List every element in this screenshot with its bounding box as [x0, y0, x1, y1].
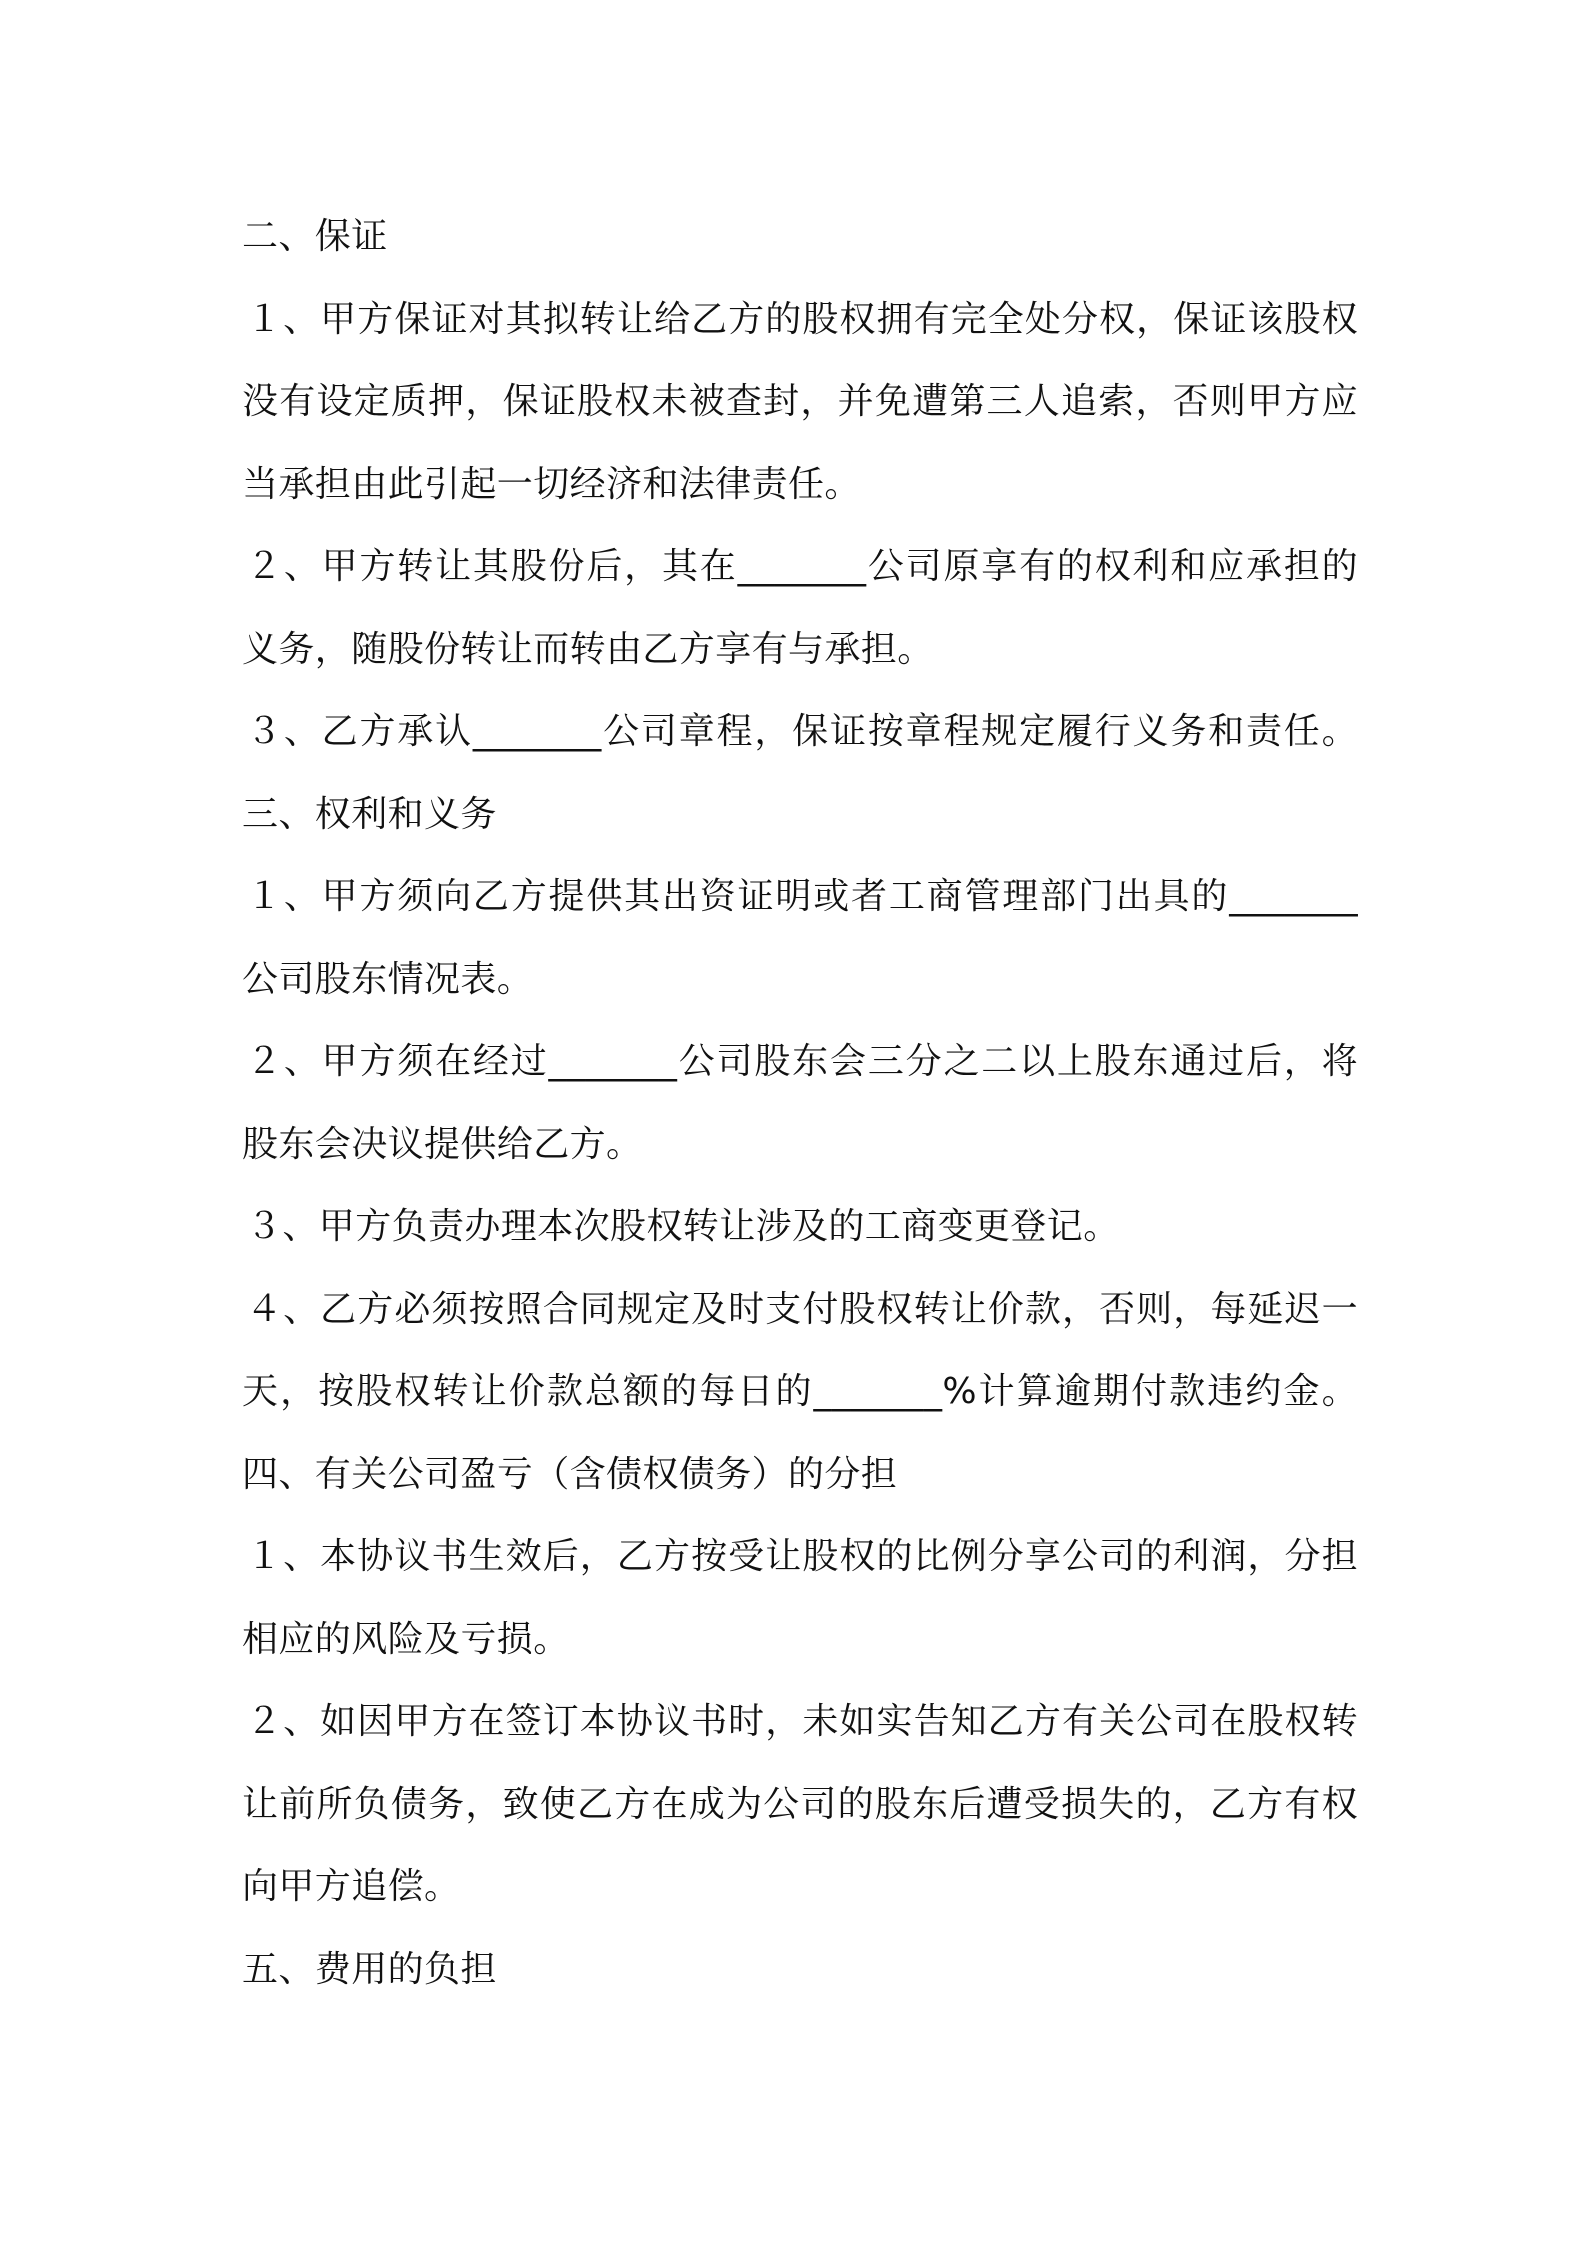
- clause-line: 公司股东情况表。: [242, 958, 534, 1000]
- clause-line: 当承担由此引起一切经济和法律责任。: [242, 463, 861, 505]
- contract-text: [242, 196, 1358, 2011]
- clause-line: ３、甲方负责办理本次股权转让涉及的工商变更登记。: [246, 1206, 1120, 1247]
- clause-line: 相应的风险及亏损。: [242, 1618, 570, 1660]
- clause-line: ２、甲方转让其股份后，其在_______公司原享有的权利和应承担的: [246, 546, 1358, 587]
- clause-line: ３、乙方承认_______公司章程，保证按章程规定履行义务和责任。: [246, 711, 1358, 752]
- clause-line: １、甲方保证对其拟转让给乙方的股权拥有完全处分权，保证该股权: [246, 298, 1358, 340]
- clause-line: 股东会决议提供给乙方。: [242, 1123, 643, 1165]
- section-heading: 三、权利和义务: [242, 793, 497, 835]
- clause-line: ２、甲方须在经过_______公司股东会三分之二以上股东通过后，将: [246, 1041, 1358, 1082]
- clause-line: ２、如因甲方在签订本协议书时，未如实告知乙方有关公司在股权转: [246, 1701, 1358, 1742]
- clause-line: ４、乙方必须按照合同规定及时支付股权转让价款，否则，每延迟一: [246, 1288, 1358, 1330]
- clause-line: 义务，随股份转让而转由乙方享有与承担。: [242, 628, 934, 670]
- section-heading: 五、费用的负担: [242, 1948, 497, 1990]
- section-heading: 四、有关公司盈亏（含债权债务）的分担: [242, 1453, 898, 1495]
- clause-line: 没有设定质押，保证股权未被查封，并免遭第三人追索，否则甲方应: [242, 381, 1358, 422]
- section-heading: 二、保证: [242, 216, 388, 257]
- clause-line: 天，按股权转让价款总额的每日的_______%计算逾期付款违约金。: [242, 1371, 1358, 1412]
- clause-line: １、本协议书生效后，乙方按受让股权的比例分享公司的利润，分担: [246, 1536, 1358, 1577]
- clause-line: 让前所负债务，致使乙方在成为公司的股东后遭受损失的，乙方有权: [242, 1783, 1358, 1825]
- clause-line: 向甲方追偿。: [242, 1866, 461, 1907]
- clause-line: １、甲方须向乙方提供其出资证明或者工商管理部门出具的_______: [246, 876, 1358, 917]
